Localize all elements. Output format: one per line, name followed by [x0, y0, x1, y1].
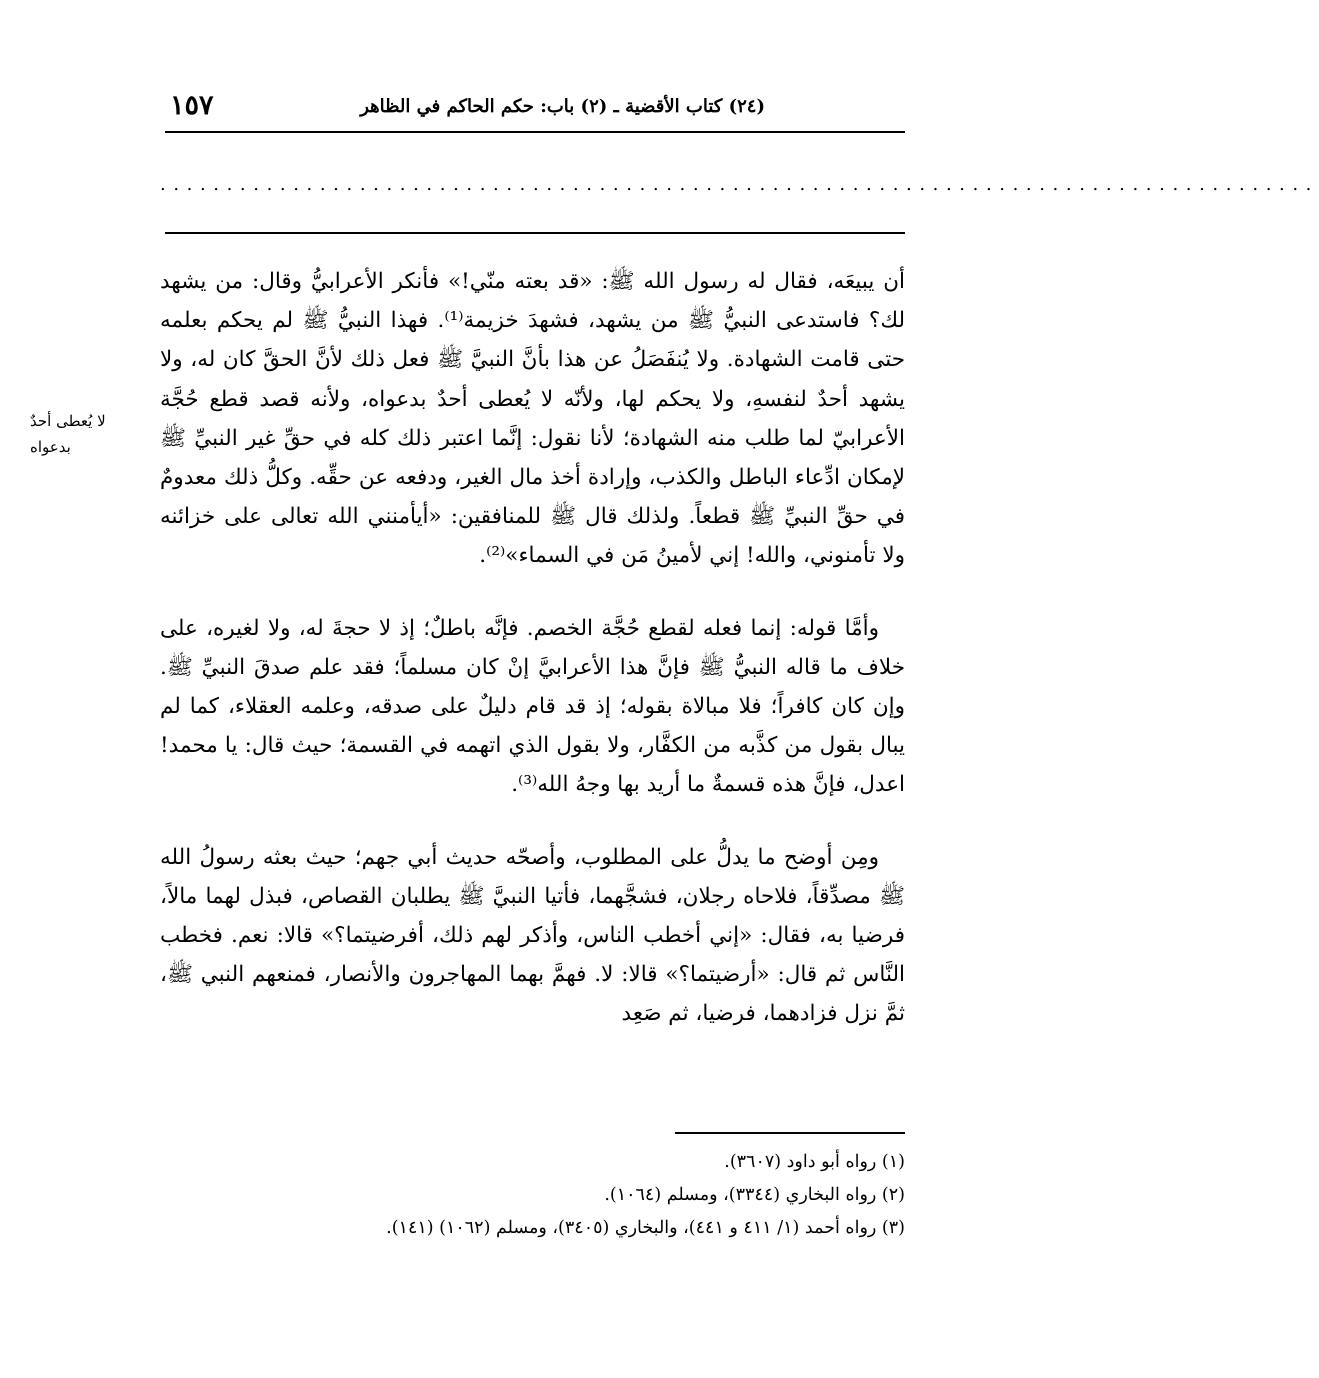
running-head: (٢٤) كتاب الأقضية ـ (٢) باب: حكم الحاكم في الظاهر: [360, 96, 765, 117]
margin-note: [30, 408, 140, 460]
footnotes: [160, 1146, 905, 1245]
paragraph-3: ومِن أوضح ما يدلُّ على المطلوب، وأصحّه حديث أبي جهم؛ حيث بعثه رسولُ الله ﷺ مصدِّقاً، فلاحاه رجلان، فشجَّهما، فأتيا النبيَّ ﷺ يطلبان القصاص، فبذل لهما مالاً، فرضيا به، فقال: «إني أخطب الناس، وأذكر لهم ذلك، أفرضيتما؟» قالا: نعم. فخطب النَّاس ثم قال: «أرضيتما؟» قالا: لا. فهمَّ بهما المهاجرون والأنصار، فمنعهم النبي ﷺ، ثمَّ نزل فزادهما، فرضيا، ثم صَعِد: [160, 844, 905, 1027]
footnote-3: (٣) رواه أحمد (١/ ٤١١ و ٤٤١)، والبخاري (٣٤٠٥)، ومسلم (١٠٦٢) (١٤١).: [386, 1218, 905, 1238]
paragraph-1: أن يبيعَه، فقال له رسول الله ﷺ: «قد بعته منّي!» فأنكر الأعرابيُّ وقال: من يشهد لك؟ فاستدعى النبيُّ ﷺ من يشهد، فشهدَ خزيمة⁽¹⁾. فهذا النبيُّ ﷺ لم يحكم بعلمه حتى قامت الشهادة. ولا يُنفَصَلُ عن هذا بأنَّ النبيَّ ﷺ فعل ذلك لأنَّ الحقَّ كان له، ولا يشهد أحدٌ لنفسهِ، ولا يحكم لها، ولأنّه لا يُعطى أحدٌ بدعواه، ولأنه قصد قطع حُجَّة الأعرابيّ لما طلب منه الشهادة؛ لأنا نقول: إنَّما اعتبر ذلك كله في حقِّ غير النبيِّ ﷺ لإمكان ادِّعاء الباطل والكذب، وإرادة أخذ مال الغير، ودفعه عن حقِّه. وكلُّ ذلك معدومٌ في حقِّ النبيِّ ﷺ قطعاً. ولذلك قال ﷺ للمنافقين: «أيأمنني الله تعالى على خزائنه ولا تأمنوني، والله! إني لأمينُ مَن في السماء»⁽²⁾.: [160, 269, 906, 569]
paragraph-2: وأمَّا قوله: إنما فعله لقطع حُجَّة الخصم. فإنَّه باطلٌ؛ إذ لا حجةَ له، ولا لغيره، على خلاف ما قاله النبيُّ ﷺ فإنَّ هذا الأعرابيَّ إنْ كان مسلماً؛ فقد علم صدقَ النبيِّ ﷺ. وإن كان كافراً؛ فلا مبالاة بقوله؛ إذ قد قام دليلٌ على صدقه، وعلمه العقلاء، كما لم يبال بقول من كذَّبه من الكفَّار، ولا بقول الذي اتهمه في القسمة؛ حيث قال: يا محمد! اعدل، فإنَّ هذه قسمةٌ ما أريد بها وجهُ الله⁽³⁾.: [160, 615, 905, 798]
margin-note-line-2: بدعواه: [30, 438, 71, 456]
body-text: [160, 262, 905, 1034]
margin-note-line-1: لا يُعطى أحدٌ: [30, 412, 106, 430]
omission-dotted-line: .......................................................................................: [160, 174, 1319, 195]
footnote-2: (٢) رواه البخاري (٣٣٤٤)، ومسلم (١٠٦٤).: [604, 1185, 905, 1205]
footnote-rule: [675, 1132, 905, 1134]
header-rule: [165, 131, 905, 133]
footnote-1: (١) رواه أبو داود (٣٦٠٧).: [724, 1152, 905, 1172]
separator-rule: [165, 232, 905, 234]
page-number: ١٥٧: [170, 90, 214, 121]
